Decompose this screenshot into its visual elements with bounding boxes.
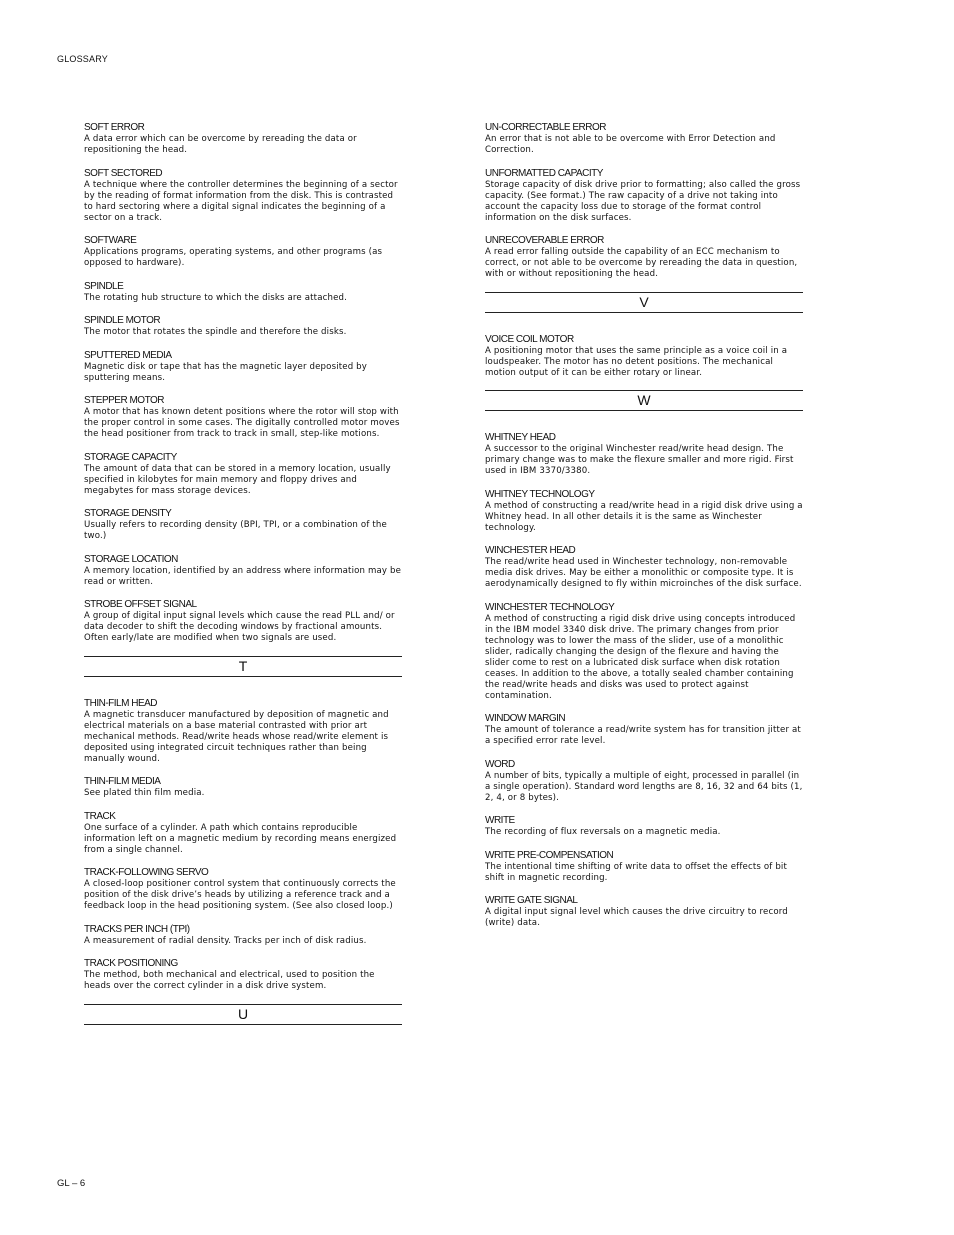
glossary-entry (84, 924, 402, 947)
glossary-entry (485, 334, 803, 379)
glossary-term: WHITNEY TECHNOLOGY (485, 488, 595, 500)
glossary-definition: One surface of a cylinder. A path which contains reproducible information left on a magnetic medium by recording means energized from a single channel. (84, 822, 397, 855)
glossary-entry (485, 545, 803, 590)
glossary-term: WHITNEY HEAD (485, 432, 556, 443)
glossary-entry (84, 599, 402, 644)
glossary-definition: The recording of flux reversals on a magnetic media. (485, 827, 721, 837)
glossary-entry (485, 489, 803, 534)
glossary-entry (84, 168, 402, 224)
glossary-entry (485, 432, 803, 477)
glossary-entry (84, 508, 402, 542)
glossary-entry (485, 850, 803, 884)
glossary-entry (84, 281, 402, 304)
glossary-term: STROBE OFFSET SIGNAL (84, 599, 197, 610)
glossary-entry (84, 235, 402, 269)
glossary-definition: The rotating hub structure to which the disks are attached. (84, 292, 348, 303)
glossary-definition: The read/write head used in Winchester technology, non-removable media disk drives. May be either a monolithic or composite type. It is aerodynamically designed to fly within microinches of the disk surface. (485, 557, 802, 589)
glossary-term: THIN-FILM HEAD (84, 697, 157, 709)
glossary-entry (84, 315, 402, 338)
glossary-term: TRACK-FOLLOWING SERVO (84, 867, 209, 878)
glossary-entry (84, 867, 402, 912)
glossary-entry (84, 811, 402, 856)
glossary-term: STORAGE CAPACITY (84, 451, 177, 463)
glossary-term: WRITE (485, 815, 515, 826)
section-divider-v: V (485, 292, 803, 313)
glossary-term: STORAGE DENSITY (84, 508, 172, 519)
glossary-term: TRACKS PER INCH (TPI) (84, 923, 190, 935)
glossary-definition: A measurement of radial density. Tracks per inch of disk radius. (84, 935, 367, 946)
glossary-term: VOICE COIL MOTOR (485, 333, 574, 345)
glossary-term: SOFTWARE (84, 235, 137, 246)
glossary-term: WINCHESTER HEAD (485, 545, 576, 556)
section-divider-w: W (485, 390, 803, 411)
glossary-definition: A group of digital input signal levels which cause the read PLL and/ or data decoder to shift the decoding windows by fractional amounts. Often early/late are modified when two signals are used. (84, 611, 395, 643)
glossary-definition: A motor that has known detent positions where the rotor will stop with the proper control in some cases. The digitally controlled motor moves the head positioner from track to track in small, step-like motions. (84, 407, 400, 439)
glossary-term: THIN-FILM MEDIA (84, 776, 161, 787)
glossary-entry (84, 395, 402, 440)
glossary-definition: A data error which can be overcome by rereading the data or repositioning the head. (84, 134, 357, 155)
glossary-term: WRITE PRE-COMPENSATION (485, 849, 614, 861)
glossary-entry (485, 759, 803, 804)
glossary-term: UNFORMATTED CAPACITY (485, 167, 603, 179)
section-divider-t: T (84, 656, 402, 677)
glossary-entry (485, 815, 803, 838)
glossary-entry (485, 602, 803, 702)
glossary-term: SOFT ERROR (84, 122, 145, 133)
glossary-entry (485, 713, 803, 747)
glossary-definition: See plated thin film media. (84, 788, 205, 798)
glossary-definition: Magnetic disk or tape that has the magnetic layer deposited by sputtering means. (84, 361, 368, 383)
glossary-entry (485, 122, 803, 156)
glossary-term: SOFT SECTORED (84, 167, 163, 179)
glossary-definition: The intentional time shifting of write data to offset the effects of bit shift in magnetic recording. (485, 861, 787, 883)
glossary-left-column (84, 122, 402, 1046)
glossary-definition: A number of bits, typically a multiple of eight, processed in parallel (in a single operation). Standard word lengths are 8, 16, 32 and 64 bits (1, 2, 4, or 8 bytes). (485, 770, 803, 803)
glossary-definition: The amount of data that can be stored in a memory location, usually specified in kilobytes for main memory and floppy drives and megabytes for mass storage devices. (84, 463, 391, 496)
glossary-definition: The method, both mechanical and electrical, used to position the heads over the correct cylinder in a disk drive system. (84, 970, 375, 991)
glossary-entry (84, 350, 402, 384)
glossary-entry (485, 235, 803, 280)
glossary-definition: An error that is not able to be overcome with Error Detection and Correction. (485, 134, 776, 155)
glossary-entry (84, 698, 402, 765)
section-divider-u: U (84, 1004, 402, 1025)
glossary-definition: A technique where the controller determines the beginning of a sector by the reading of format information from the disk. This is contrasted to hard sectoring where a digital signal indicates the beginning of a sector on a track. (84, 179, 398, 223)
glossary-term: SPUTTERED MEDIA (84, 349, 172, 361)
glossary-definition: A read error falling outside the capability of an ECC mechanism to correct, or not able to be overcome by rereading the data in question, with or without repositioning the head. (485, 247, 798, 279)
glossary-entry (84, 122, 402, 156)
glossary-term: STORAGE LOCATION (84, 553, 178, 565)
glossary-right-column (485, 122, 803, 941)
glossary-term: TRACK (84, 810, 116, 822)
glossary-definition: A method of constructing a rigid disk drive using concepts introduced in the IBM model 3340 disk drive. The primary changes from prior technology was to lower the mass of the slider, use of a monolithic slider, radically changing the design of the flexure and having the slider come to rest on a lubricated disk surface when disk rotation ceases. In addition to the above, a totally sealed chamber containing the read/write heads and disks was used to protect against contamination. (485, 613, 796, 701)
glossary-term: WRITE GATE SIGNAL (485, 895, 578, 906)
glossary-term: WINCHESTER TECHNOLOGY (485, 601, 615, 613)
glossary-definition: Applications programs, operating systems, and other programs (as opposed to hardware). (84, 247, 383, 268)
glossary-definition: A digital input signal level which causes the drive circuitry to record (write) data. (485, 907, 788, 928)
glossary-definition: Usually refers to recording density (BPI, TPI, or a combination of the two.) (84, 520, 387, 541)
glossary-entry (84, 452, 402, 497)
page-number: GL – 6 (57, 1178, 86, 1189)
glossary-definition: A closed-loop positioner control system that continuously corrects the position of the disk drive’s heads by utilizing a reference track and a feedback loop in the head positioning system. (See also closed loop.) (84, 879, 396, 911)
glossary-term: UN-CORRECTABLE ERROR (485, 122, 606, 133)
glossary-entry (84, 776, 402, 799)
glossary-entry (84, 554, 402, 588)
glossary-entry (485, 895, 803, 929)
glossary-entry (485, 168, 803, 224)
glossary-definition: Storage capacity of disk drive prior to formatting; also called the gross capacity. (See format.) The raw capacity of a drive not taking into account the capacity loss due to storage of the format control information on the disk surfaces. (485, 179, 801, 223)
glossary-definition: A successor to the original Winchester read/write head design. The primary change was to make the flexure smaller and more rigid. First used in IBM 3370/3380. (485, 444, 794, 476)
glossary-entry (84, 958, 402, 992)
glossary-term: SPINDLE (84, 280, 124, 292)
glossary-term: SPINDLE MOTOR (84, 315, 161, 326)
glossary-definition: A memory location, identified by an address where information may be read or written. (84, 565, 402, 587)
glossary-term: TRACK POSITIONING (84, 958, 178, 969)
glossary-definition: A magnetic transducer manufactured by deposition of magnetic and electrical materials on a base material contrasted with prior art mechanical methods. Read/write heads whose read/write element is deposited using integrated circuit techniques rather than being manually wound. (84, 709, 389, 764)
glossary-term: WORD (485, 758, 515, 770)
glossary-term: UNRECOVERABLE ERROR (485, 235, 604, 246)
glossary-term: WINDOW MARGIN (485, 713, 566, 724)
page-header: GLOSSARY (57, 54, 108, 64)
glossary-term: STEPPER MOTOR (84, 395, 164, 406)
glossary-definition: The amount of tolerance a read/write system has for transition jitter at a specified error rate level. (485, 725, 801, 746)
glossary-definition: A positioning motor that uses the same principle as a voice coil in a loudspeaker. The motor has no detent positions. The mechanical motion output of it can be either rotary or linear. (485, 345, 788, 378)
glossary-definition: A method of constructing a read/write head in a rigid disk drive using a Whitney head. In all other details it is the same as Winchester technology. (485, 500, 803, 533)
glossary-definition: The motor that rotates the spindle and therefore the disks. (84, 327, 347, 337)
